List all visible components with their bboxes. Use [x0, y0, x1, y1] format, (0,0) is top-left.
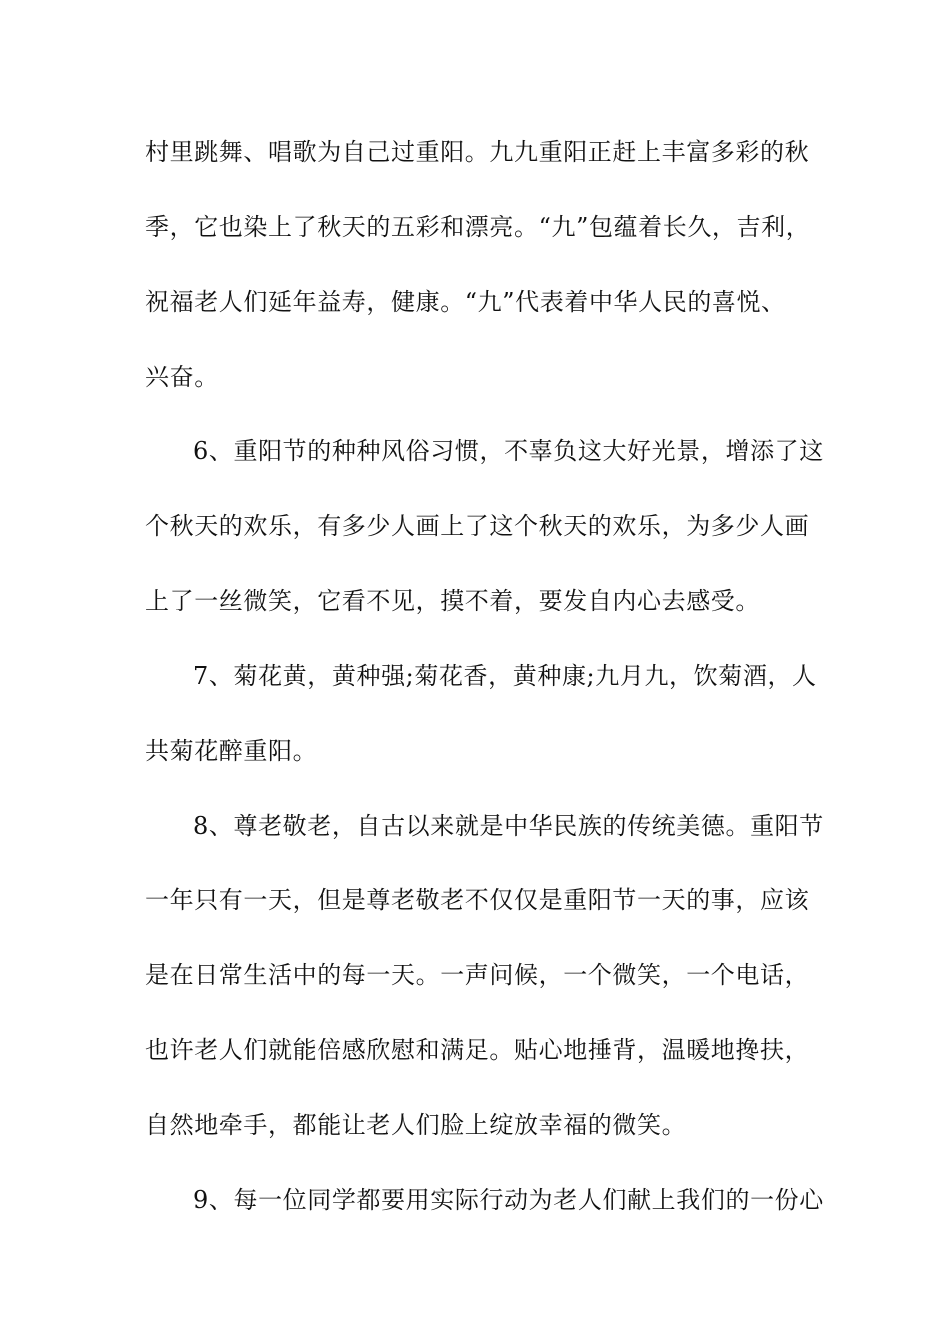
text-line: 祝福老人们延年益寿，健康。“九”代表着中华人民的喜悦、 — [145, 288, 786, 316]
paragraph-9-first-line: 9、每一位同学都要用实际行动为老人们献上我们的一份心 — [193, 1186, 824, 1214]
text-line: 自然地牵手，都能让老人们脸上绽放幸福的微笑。 — [145, 1111, 687, 1139]
text-line: 村里跳舞、唱歌为自己过重阳。九九重阳正赶上丰富多彩的秋 — [145, 138, 810, 166]
text-line: 是在日常生活中的每一天。一声问候，一个微笑，一个电话， — [145, 961, 810, 989]
text-line: 共菊花醉重阳。 — [145, 737, 318, 765]
text-line: 季，它也染上了秋天的五彩和漂亮。“九”包蕴着长久，吉利， — [145, 213, 811, 241]
paragraph-7-first-line: 7、菊花黄，黄种强;菊花香，黄种康;九月九，饮菊酒，人 — [193, 662, 817, 690]
text-line: 上了一丝微笑，它看不见，摸不着，要发自内心去感受。 — [145, 587, 760, 615]
paragraph-6-first-line: 6、重阳节的种种风俗习惯，不辜负这大好光景，增添了这 — [193, 437, 824, 465]
text-line: 兴奋。 — [145, 363, 219, 391]
text-line: 个秋天的欢乐，有多少人画上了这个秋天的欢乐，为多少人画 — [145, 512, 810, 540]
text-line: 也许老人们就能倍感欣慰和满足。贴心地捶背，温暖地搀扶， — [145, 1036, 810, 1064]
paragraph-8-first-line: 8、尊老敬老，自古以来就是中华民族的传统美德。重阳节 — [193, 812, 824, 840]
text-line: 一年只有一天，但是尊老敬老不仅仅是重阳节一天的事，应该 — [145, 886, 810, 914]
